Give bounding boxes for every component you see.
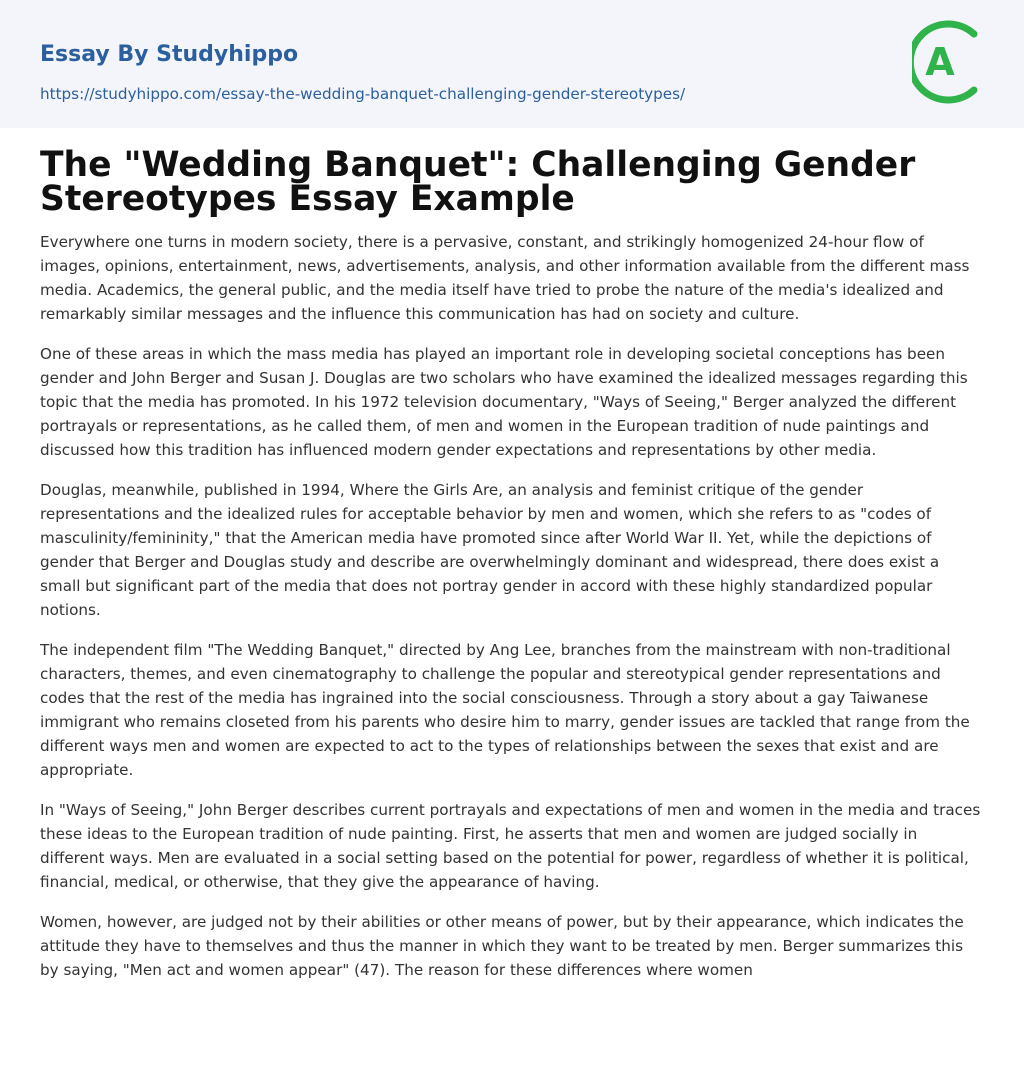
paragraph-4: The independent film "The Wedding Banquet," directed by Ang Lee, branches from the mainstream with non-traditional characters, themes, and even cinematography to challenge the popular and stereotypical gender representations and codes that the rest of the media has ingrained into the social consciousness. Through a story about a gay Taiwanese immigrant who remains closeted from his parents who desire him to marry, gender issues are tackled that range from the different ways men and women are expected to act to the types of relationships between the sexes that exist and are appropriate. (40, 641, 970, 779)
paragraph-1: Everywhere one turns in modern society, there is a pervasive, constant, and strikingly homogenized 24-hour flow of images, opinions, entertainment, news, advertisements, analysis, and other information available from the different mass media. Academics, the general public, and the media itself have tried to probe the nature of the media's idealized and remarkably similar messages and the influence this communication has had on society and culture. (40, 233, 970, 323)
paragraph-5: In "Ways of Seeing," John Berger describes current portrayals and expectations of men and women in the media and traces these ideas to the European tradition of nude painting. First, he asserts that men and women are judged socially in different ways. Men are evaluated in a social setting based on the potential for power, regardless of whether it is political, financial, medical, or otherwise, that they give the appearance of having. (40, 801, 981, 891)
paragraph-6: Women, however, are judged not by their abilities or other means of power, but by their appearance, which indicates the attitude they have to themselves and thus the manner in which they want to be treated by men. Berger summarizes this by saying, "Men act and women appear" (47). The reason for these differences where women (40, 913, 964, 979)
site-name[interactable]: Essay By Studyhippo (40, 42, 299, 67)
page-url-link[interactable]: https://studyhippo.com/essay-the-wedding-banquet-challenging-gender-stereotypes/ (40, 85, 686, 103)
article (40, 145, 984, 998)
paragraph-2: One of these areas in which the mass media has played an important role in developing societal conceptions has been gender and John Berger and Susan J. Douglas are two scholars who have examined the idealized messages regarding this topic that the media has promoted. In his 1972 television documentary, "Ways of Seeing," Berger analyzed the different portrayals or representations, as he called them, of men and women in the European tradition of nude paintings and discussed how this tradition has influenced modern gender expectations and representations by other media. (40, 345, 968, 459)
site-header (0, 0, 1024, 128)
article-title: The "Wedding Banquet": Challenging Gender Stereotypes Essay Example (40, 145, 916, 219)
paragraph-3: Douglas, meanwhile, published in 1994, Where the Girls Are, an analysis and feminist critique of the gender representations and the idealized rules for acceptable behavior by men and women, which she refers to as "codes of masculinity/femininity," that the American media have promoted since after World War II. Yet, while the depictions of gender that Berger and Douglas study and describe are overwhelmingly dominant and widespread, there does exist a small but significant part of the media that does not portray gender in accord with these highly standardized popular notions. (40, 481, 940, 619)
logo-letter: A (925, 40, 955, 84)
studyhippo-logo-icon[interactable] (912, 18, 988, 106)
